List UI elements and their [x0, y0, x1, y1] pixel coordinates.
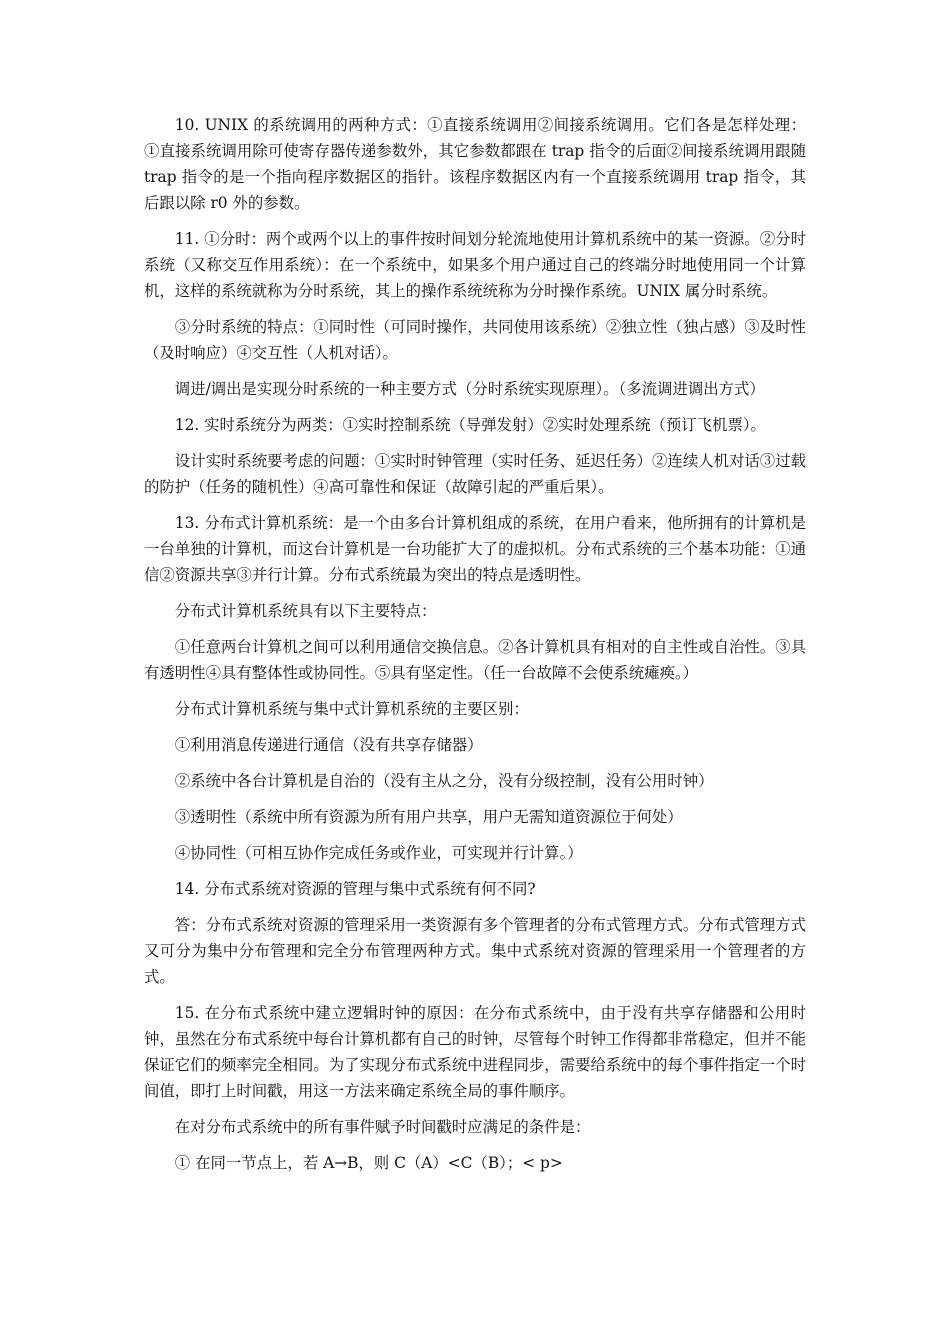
- paragraph-11-timesharing: 11. ①分时：两个或两个以上的事件按时间划分轮流地使用计算机系统中的某一资源。②分时系统（又称交互作用系统）：在一个系统中，如果多个用户通过自己的终端分时地使用同一个计算机，这样的系统就称为分时系统，其上的操作系统统称为分时操作系统。UNIX 属分时系统。: [144, 230, 806, 300]
- paragraph-15-logical-clock: 15. 在分布式系统中建立逻辑时钟的原因：在分布式系统中，由于没有共享存储器和公用时钟，虽然在分布式系统中每台计算机都有自己的时钟，尽管每个时钟工作得都非常稳定，但并不能保证它们的频率完全相同。为了实现分布式系统中进程同步，需要给系统中的每个事件指定一个时间值，即打上时间戳，用这一方法来确定系统全局的事件顺序。: [144, 1004, 806, 1100]
- paragraph-difference-1: ①利用消息传递进行通信（没有共享存储器）: [174, 736, 483, 754]
- paragraph-realtime-design: 设计实时系统要考虑的问题：①实时时钟管理（实时任务、延迟任务）②连续人机对话③过载的防护（任务的随机性）④高可靠性和保证（故障引起的严重后果）。: [144, 452, 806, 496]
- paragraph-timesharing-features: ③分时系统的特点：①同时性（可同时操作，共同使用该系统）②独立性（独占感）③及时性（及时响应）④交互性（人机对话）。: [144, 318, 806, 362]
- document-body: [144, 112, 806, 1186]
- paragraph-distributed-features: ①任意两台计算机之间可以利用通信交换信息。②各计算机具有相对的自主性或自治性。③具有透明性④具有整体性或协同性。⑤具有坚定性。（任一台故障不会使系统瘫痪。）: [144, 638, 806, 682]
- paragraph-distributed-features-heading: 分布式计算机系统具有以下主要特点：: [174, 602, 437, 620]
- paragraph-differences-heading: 分布式计算机系统与集中式计算机系统的主要区别：: [174, 700, 529, 718]
- paragraph-14-answer: 答：分布式系统对资源的管理采用一类资源有多个管理者的分布式管理方式。分布式管理方式又可分为集中分布管理和完全分布管理两种方式。集中式系统对资源的管理采用一个管理者的方式。: [144, 916, 806, 986]
- paragraph-difference-3: ③透明性（系统中所有资源为所有用户共享，用户无需知道资源位于何处）: [174, 808, 683, 826]
- paragraph-difference-2: ②系统中各台计算机是自治的（没有主从之分，没有分级控制，没有公用时钟）: [174, 772, 714, 790]
- paragraph-12-realtime: 12. 实时系统分为两类：①实时控制系统（导弹发射）②实时处理系统（预订飞机票）。: [174, 416, 766, 434]
- paragraph-difference-4: ④协同性（可相互协作完成任务或作业，可实现并行计算。）: [174, 844, 583, 862]
- paragraph-swapping: 调进/调出是实现分时系统的一种主要方式（分时系统实现原理）。（多流调进调出方式）: [174, 380, 765, 398]
- paragraph-condition-1: ① 在同一节点上，若 A→B，则 C（A）<C（B）；< p>: [174, 1154, 563, 1172]
- paragraph-13-distributed: 13. 分布式计算机系统：是一个由多台计算机组成的系统，在用户看来，他所拥有的计算机是一台单独的计算机，而这台计算机是一台功能扩大了的虚拟机。分布式系统的三个基本功能：①通信②资源共享③并行计算。分布式系统最为突出的特点是透明性。: [144, 514, 806, 584]
- paragraph-14-question: 14. 分布式系统对资源的管理与集中式系统有何不同?: [174, 880, 536, 898]
- paragraph-timestamp-conditions: 在对分布式系统中的所有事件赋予时间戳时应满足的条件是：: [174, 1118, 591, 1136]
- paragraph-10-syscall: 10. UNIX 的系统调用的两种方式：①直接系统调用②间接系统调用。它们各是怎样处理：①直接系统调用除可使寄存器传递参数外，其它参数都跟在 trap 指令的后面②间接系统调用跟随 trap 指令的是一个指向程序数据区的指针。该程序数据区内有一个直接系统调用 trap 指令，其后跟以除 r0 外的参数。: [144, 116, 806, 212]
